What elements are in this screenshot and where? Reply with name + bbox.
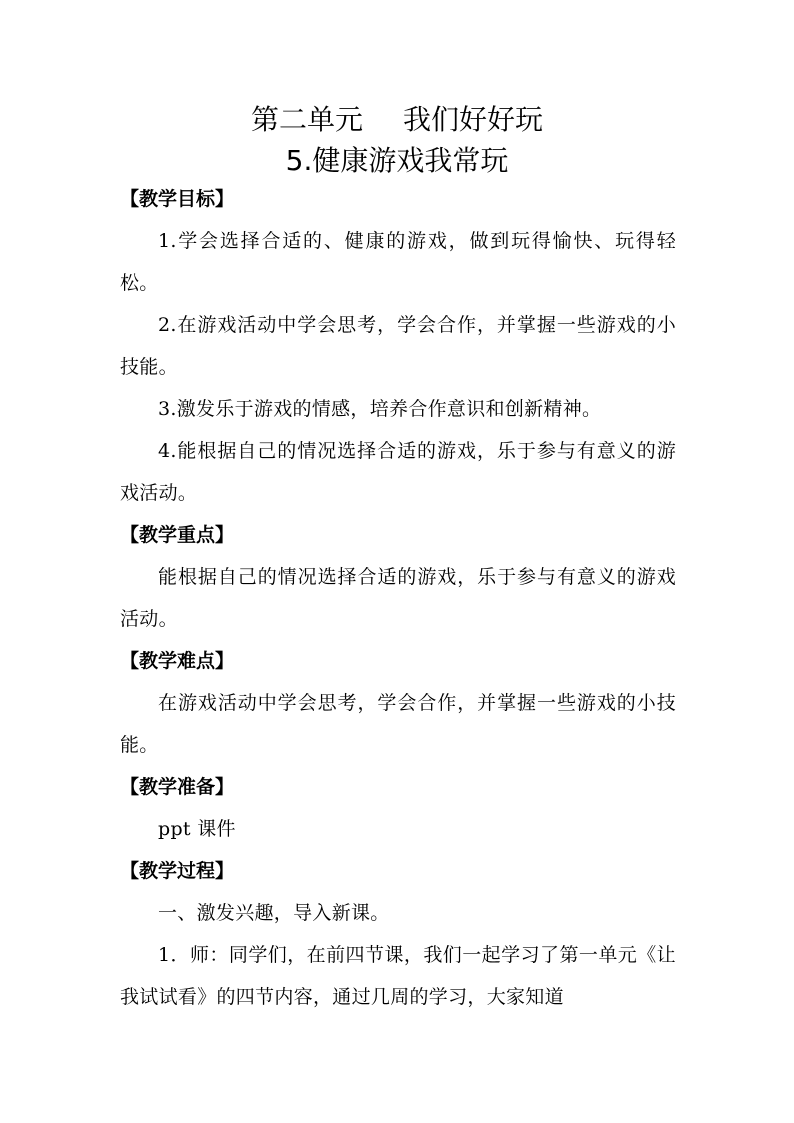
process-item-1: 1．师：同学们，在前四节课，我们一起学习了第一单元《让我试试看》的四节内容，通过几周的学习，大家知道	[120, 944, 676, 1008]
difficulties-text: 在游戏活动中学会思考，学会合作，并掌握一些游戏的小技能。	[120, 692, 676, 756]
process-heading: 【教学过程】	[120, 860, 235, 882]
lesson-title: 5.健康游戏我常玩	[285, 144, 509, 177]
preparation-heading: 【教学准备】	[120, 776, 235, 798]
unit-number: 第二单元	[250, 103, 363, 136]
document-body	[120, 178, 676, 1018]
preparation-text: ppt 课件	[158, 818, 236, 840]
key-points-heading: 【教学重点】	[120, 524, 235, 546]
objective-item-4: 4.能根据自己的情况选择合适的游戏，乐于参与有意义的游戏活动。	[120, 440, 676, 504]
objective-item-3: 3.激发乐于游戏的情感，培养合作意识和创新精神。	[158, 398, 602, 420]
difficulties-heading: 【教学难点】	[120, 650, 235, 672]
process-step-title: 一、激发兴趣，导入新课。	[158, 902, 390, 924]
objective-item-2: 2.在游戏活动中学会思考，学会合作，并掌握一些游戏的小技能。	[120, 314, 676, 378]
objective-item-1: 1.学会选择合适的、健康的游戏，做到玩得愉快、玩得轻松。	[120, 230, 676, 294]
key-points-text: 能根据自己的情况选择合适的游戏，乐于参与有意义的游戏活动。	[120, 566, 676, 630]
unit-name: 我们好好玩	[403, 103, 544, 136]
objectives-heading: 【教学目标】	[120, 188, 235, 210]
unit-title	[0, 100, 794, 140]
